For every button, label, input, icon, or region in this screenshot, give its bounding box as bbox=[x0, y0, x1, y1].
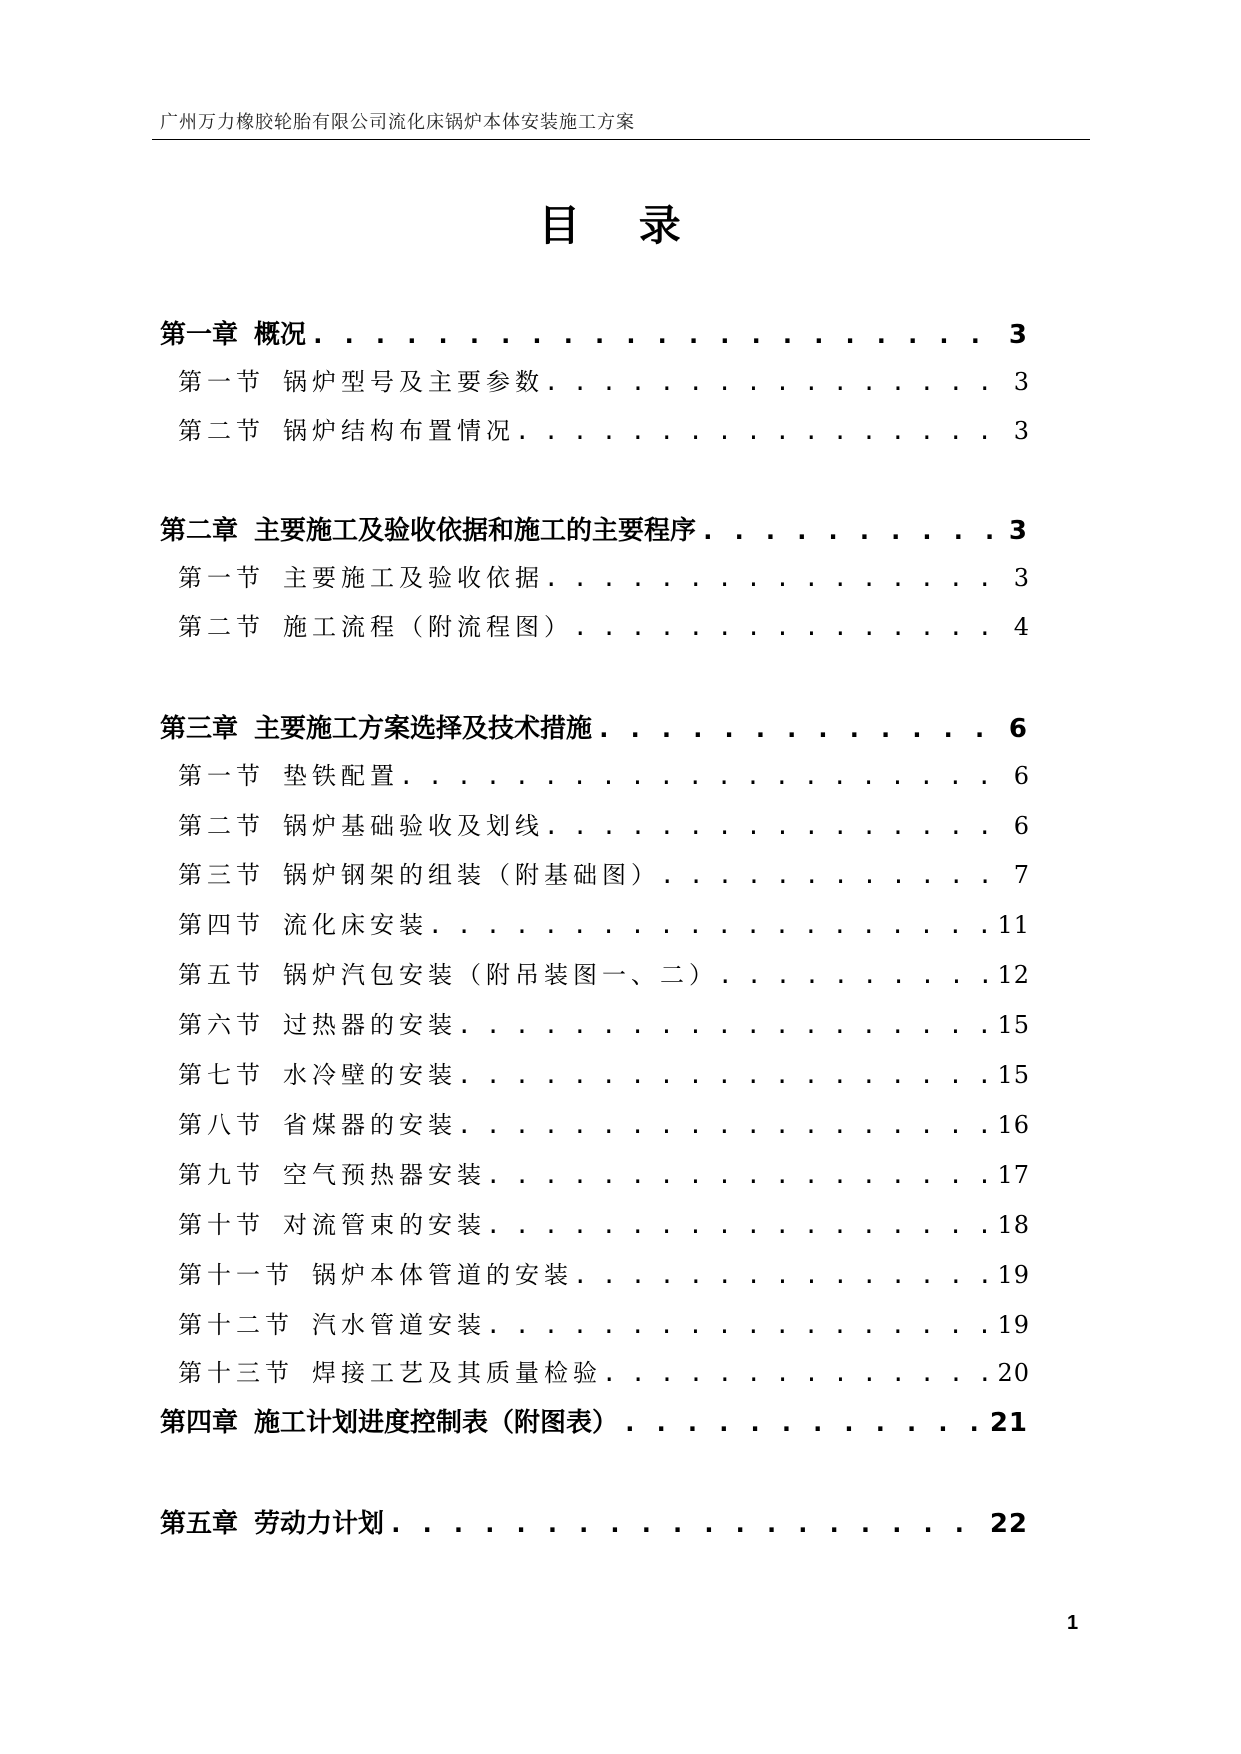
toc-entry-title: 焊接工艺及其质量检验 bbox=[312, 1359, 602, 1387]
toc-section-3-7[interactable] bbox=[178, 1055, 1030, 1090]
toc-section-3-4[interactable] bbox=[178, 905, 1030, 940]
toc-entry-number: 第一节 bbox=[178, 368, 265, 396]
toc-section-2-2[interactable] bbox=[178, 607, 1030, 642]
toc-entry-title: 汽水管道安装 bbox=[312, 1311, 486, 1339]
toc-section-2-1[interactable] bbox=[178, 558, 1030, 593]
toc-entry-page: 17 bbox=[997, 1161, 1030, 1189]
toc-entry-number: 第十一节 bbox=[178, 1261, 294, 1289]
toc-entry-page: 11 bbox=[997, 911, 1030, 939]
toc-section-1-2[interactable] bbox=[178, 411, 1030, 446]
toc-entry-page: 19 bbox=[997, 1311, 1030, 1339]
toc-section-3-5[interactable] bbox=[178, 955, 1030, 990]
toc-entry-number: 第二章 bbox=[160, 516, 239, 546]
toc-section-3-3[interactable] bbox=[178, 855, 1030, 890]
toc-chapter-1[interactable] bbox=[160, 314, 1028, 351]
running-header: 广州万力橡胶轮胎有限公司流化床锅炉本体安装施工方案 bbox=[160, 112, 635, 133]
toc-entry-page: 6 bbox=[1008, 714, 1028, 744]
document-title: 目 录 bbox=[538, 201, 703, 250]
toc-entry-page: 3 bbox=[1008, 516, 1028, 546]
toc-entry-number: 第二节 bbox=[178, 613, 265, 641]
toc-entry-page: 16 bbox=[997, 1111, 1030, 1139]
toc-entry-title: 施工计划进度控制表（附图表） bbox=[254, 1408, 619, 1438]
toc-entry-number: 第三节 bbox=[178, 861, 265, 889]
toc-entry-page: 7 bbox=[1013, 861, 1030, 889]
dot-leader bbox=[544, 368, 1010, 396]
toc-section-3-6[interactable] bbox=[178, 1005, 1030, 1040]
toc-entry-page: 3 bbox=[1013, 417, 1030, 445]
dot-leader bbox=[573, 1261, 993, 1289]
toc-entry-page: 12 bbox=[997, 961, 1030, 989]
toc-entry-number: 第七节 bbox=[178, 1061, 265, 1089]
toc-section-3-8[interactable] bbox=[178, 1105, 1030, 1140]
dot-leader bbox=[573, 613, 1010, 641]
toc-section-3-13[interactable] bbox=[178, 1353, 1030, 1388]
toc-entry-title: 概况 bbox=[254, 320, 307, 350]
toc-entry-title: 锅炉结构布置情况 bbox=[283, 417, 515, 445]
toc-section-3-1[interactable] bbox=[178, 756, 1030, 791]
toc-entry-title: 主要施工及验收依据和施工的主要程序 bbox=[254, 516, 697, 546]
toc-entry-number: 第二节 bbox=[178, 417, 265, 445]
toc-entry-title: 省煤器的安装 bbox=[283, 1111, 457, 1139]
toc-entry-number: 第四节 bbox=[178, 911, 265, 939]
toc-entry-number: 第六节 bbox=[178, 1011, 265, 1039]
toc-entry-page: 6 bbox=[1013, 812, 1030, 840]
toc-section-3-2[interactable] bbox=[178, 806, 1030, 841]
toc-entry-page: 15 bbox=[997, 1011, 1030, 1039]
toc-entry-number: 第一节 bbox=[178, 762, 265, 790]
dot-leader bbox=[486, 1211, 993, 1239]
toc-entry-page: 22 bbox=[989, 1509, 1028, 1539]
toc-entry-title: 锅炉汽包安装（附吊装图一、二） bbox=[283, 961, 718, 989]
toc-entry-number: 第十节 bbox=[178, 1211, 265, 1239]
toc-entry-number: 第五章 bbox=[160, 1509, 239, 1539]
toc-entry-number: 第二节 bbox=[178, 812, 265, 840]
toc-section-3-9[interactable] bbox=[178, 1155, 1030, 1190]
toc-entry-title: 流化床安装 bbox=[283, 911, 428, 939]
dot-leader bbox=[428, 911, 993, 939]
toc-entry-title: 锅炉基础验收及划线 bbox=[283, 812, 544, 840]
toc-entry-title: 劳动力计划 bbox=[254, 1509, 385, 1539]
dot-leader bbox=[622, 1408, 984, 1438]
toc-chapter-5[interactable] bbox=[160, 1503, 1028, 1540]
dot-leader bbox=[718, 961, 993, 989]
toc-entry-number: 第三章 bbox=[160, 714, 239, 744]
dot-leader bbox=[399, 762, 1010, 790]
toc-entry-number: 第八节 bbox=[178, 1111, 265, 1139]
toc-section-3-10[interactable] bbox=[178, 1205, 1030, 1240]
toc-entry-page: 18 bbox=[997, 1211, 1030, 1239]
dot-leader bbox=[486, 1161, 993, 1189]
dot-leader bbox=[602, 1359, 993, 1387]
toc-entry-title: 锅炉钢架的组装（附基础图） bbox=[283, 861, 660, 889]
toc-entry-title: 主要施工方案选择及技术措施 bbox=[254, 714, 593, 744]
dot-leader bbox=[596, 714, 1003, 744]
dot-leader bbox=[544, 564, 1010, 592]
toc-entry-title: 施工流程（附流程图） bbox=[283, 613, 573, 641]
dot-leader bbox=[544, 812, 1010, 840]
toc-entry-title: 锅炉型号及主要参数 bbox=[283, 368, 544, 396]
dot-leader bbox=[486, 1311, 993, 1339]
toc-entry-title: 垫铁配置 bbox=[283, 762, 399, 790]
toc-entry-page: 3 bbox=[1013, 368, 1030, 396]
toc-entry-number: 第九节 bbox=[178, 1161, 265, 1189]
toc-entry-number: 第四章 bbox=[160, 1408, 239, 1438]
dot-leader bbox=[457, 1011, 993, 1039]
toc-entry-title: 主要施工及验收依据 bbox=[283, 564, 544, 592]
toc-entry-page: 3 bbox=[1008, 320, 1028, 350]
toc-entry-page: 4 bbox=[1013, 613, 1030, 641]
dot-leader bbox=[457, 1061, 993, 1089]
toc-entry-number: 第十三节 bbox=[178, 1359, 294, 1387]
toc-entry-page: 6 bbox=[1013, 762, 1030, 790]
dot-leader bbox=[457, 1111, 993, 1139]
toc-chapter-3[interactable] bbox=[160, 708, 1028, 745]
toc-entry-number: 第十二节 bbox=[178, 1311, 294, 1339]
dot-leader bbox=[515, 417, 1010, 445]
toc-section-1-1[interactable] bbox=[178, 362, 1030, 397]
toc-entry-page: 15 bbox=[997, 1061, 1030, 1089]
toc-chapter-2[interactable] bbox=[160, 510, 1028, 547]
toc-section-3-12[interactable] bbox=[178, 1305, 1030, 1340]
toc-entry-number: 第一章 bbox=[160, 320, 239, 350]
page-number: 1 bbox=[1067, 1612, 1079, 1634]
toc-chapter-4[interactable] bbox=[160, 1402, 1028, 1439]
dot-leader bbox=[310, 320, 1003, 350]
toc-entry-number: 第一节 bbox=[178, 564, 265, 592]
toc-entry-title: 锅炉本体管道的安装 bbox=[312, 1261, 573, 1289]
toc-entry-page: 3 bbox=[1013, 564, 1030, 592]
toc-entry-number: 第五节 bbox=[178, 961, 265, 989]
toc-entry-page: 19 bbox=[997, 1261, 1030, 1289]
dot-leader bbox=[660, 861, 1010, 889]
toc-entry-page: 21 bbox=[989, 1408, 1028, 1438]
toc-entry-title: 水冷壁的安装 bbox=[283, 1061, 457, 1089]
toc-entry-title: 空气预热器安装 bbox=[283, 1161, 486, 1189]
toc-entry-page: 20 bbox=[997, 1359, 1030, 1387]
dot-leader bbox=[700, 516, 1003, 546]
toc-entry-title: 过热器的安装 bbox=[283, 1011, 457, 1039]
dot-leader bbox=[388, 1509, 984, 1539]
toc-entry-title: 对流管束的安装 bbox=[283, 1211, 486, 1239]
toc-section-3-11[interactable] bbox=[178, 1255, 1030, 1290]
